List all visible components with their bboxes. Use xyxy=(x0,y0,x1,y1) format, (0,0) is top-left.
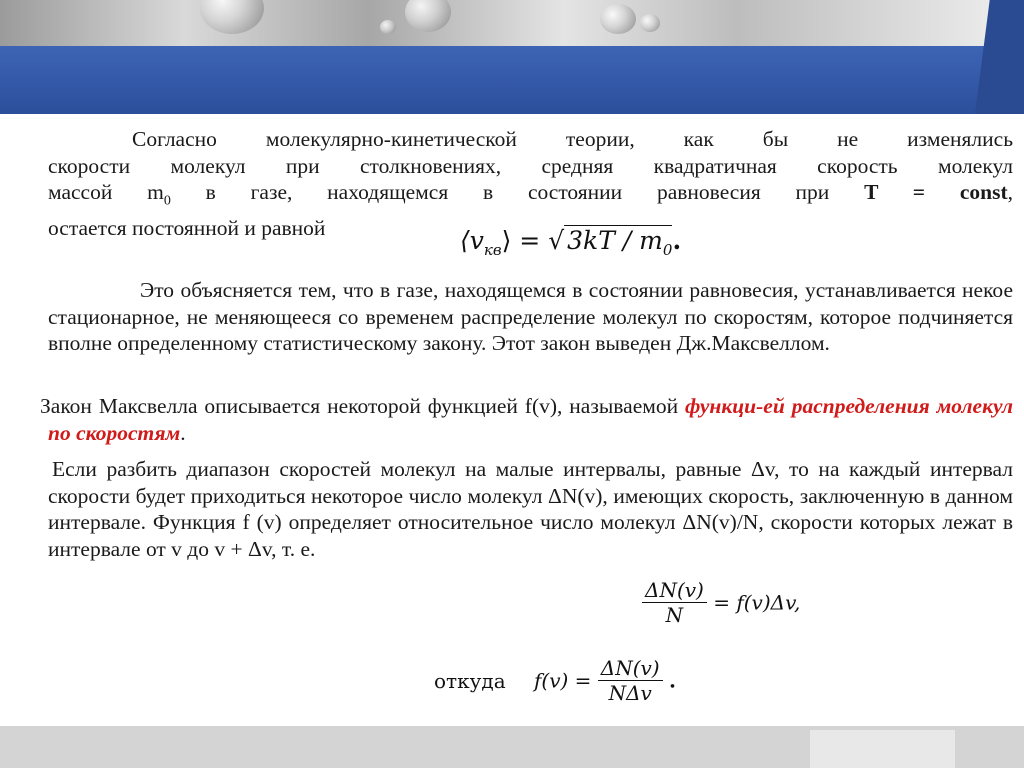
water-drop xyxy=(600,4,636,34)
distribution-function-term: функци-ей распределения молекул по скоростям xyxy=(48,394,1013,445)
text-span: Закон Максвелла описывается некоторой функцией f(v), называемой xyxy=(40,394,686,418)
fraction-denominator: N xyxy=(665,603,684,627)
formula-subscript: 0 xyxy=(662,241,673,259)
paragraph-intro-line: остается постоянной и равной xyxy=(48,215,326,240)
footer-block xyxy=(810,730,955,768)
paragraph-intro-line: скорости молекул при столкновениях, средняя квадратичная скорость молекул xyxy=(48,153,1013,178)
distribution-function-equation xyxy=(434,656,676,705)
water-drop xyxy=(380,20,396,34)
header-blue-band xyxy=(0,46,1024,114)
paragraph-explanation: Это объясняется тем, что в газе, находящемся в состоянии равновесия, устанавливается некое стационарное, не меняющееся со временем распределение молекул по скоростям, которое подчиняется вполне определенному статистическому закону. Этот закон выведен Дж.Максвеллом. xyxy=(48,278,1013,355)
paragraph-intervals: Если разбить диапазон скоростей молекул на малые интервалы, равные Δv, то на каждый интервал скорости будет приходиться некоторое число молекул ΔN(v), имеющих скорость, заключенную в данном интервале. Функция f (v) определяет относительное число молекул ΔN(v)/N, скорости которых лежат в интервале от v до v + Δv, т. е. xyxy=(48,457,1013,561)
radical-sign: √ xyxy=(548,226,565,255)
text-span: в газе, находящемся в состоянии равновесия при xyxy=(170,180,865,204)
radicand xyxy=(564,225,673,259)
formula-text: = f(v)Δv, xyxy=(713,590,801,615)
water-drop xyxy=(640,14,660,32)
formula-text: . xyxy=(668,668,676,693)
formula-word: откуда xyxy=(434,668,506,693)
water-drop xyxy=(200,0,264,34)
formula-text: . xyxy=(672,226,682,255)
relative-number-equation xyxy=(642,578,800,627)
formula-subscript: кв xyxy=(483,241,502,259)
header-photo xyxy=(0,0,1024,46)
formula-text: f(v) = xyxy=(533,668,592,693)
formula-text: ⟨v xyxy=(460,226,484,255)
paragraph-intro-line: Согласно молекулярно-кинетической теории, как бы не изменялись xyxy=(132,127,1013,151)
fraction-denominator: NΔv xyxy=(608,681,652,705)
paragraph-intro-line xyxy=(48,179,1013,215)
fraction xyxy=(642,578,707,627)
paragraph-maxwell-law xyxy=(40,393,1013,446)
fraction xyxy=(598,656,663,705)
temperature-const: T = const xyxy=(864,180,1008,204)
text-span: . xyxy=(180,420,186,445)
text-span: , xyxy=(1007,180,1013,204)
formula-text: 3kT / m xyxy=(567,226,663,255)
mass-subscript: 0 xyxy=(163,193,171,209)
mass-label: массой m xyxy=(48,180,164,204)
formula-text: ⟩ = xyxy=(501,226,549,255)
water-drop xyxy=(405,0,451,32)
rms-speed-formula xyxy=(448,214,738,272)
distribution-formula xyxy=(424,570,859,714)
fraction-numerator: ΔN(v) xyxy=(598,656,663,681)
fraction-numerator: ΔN(v) xyxy=(642,578,707,603)
